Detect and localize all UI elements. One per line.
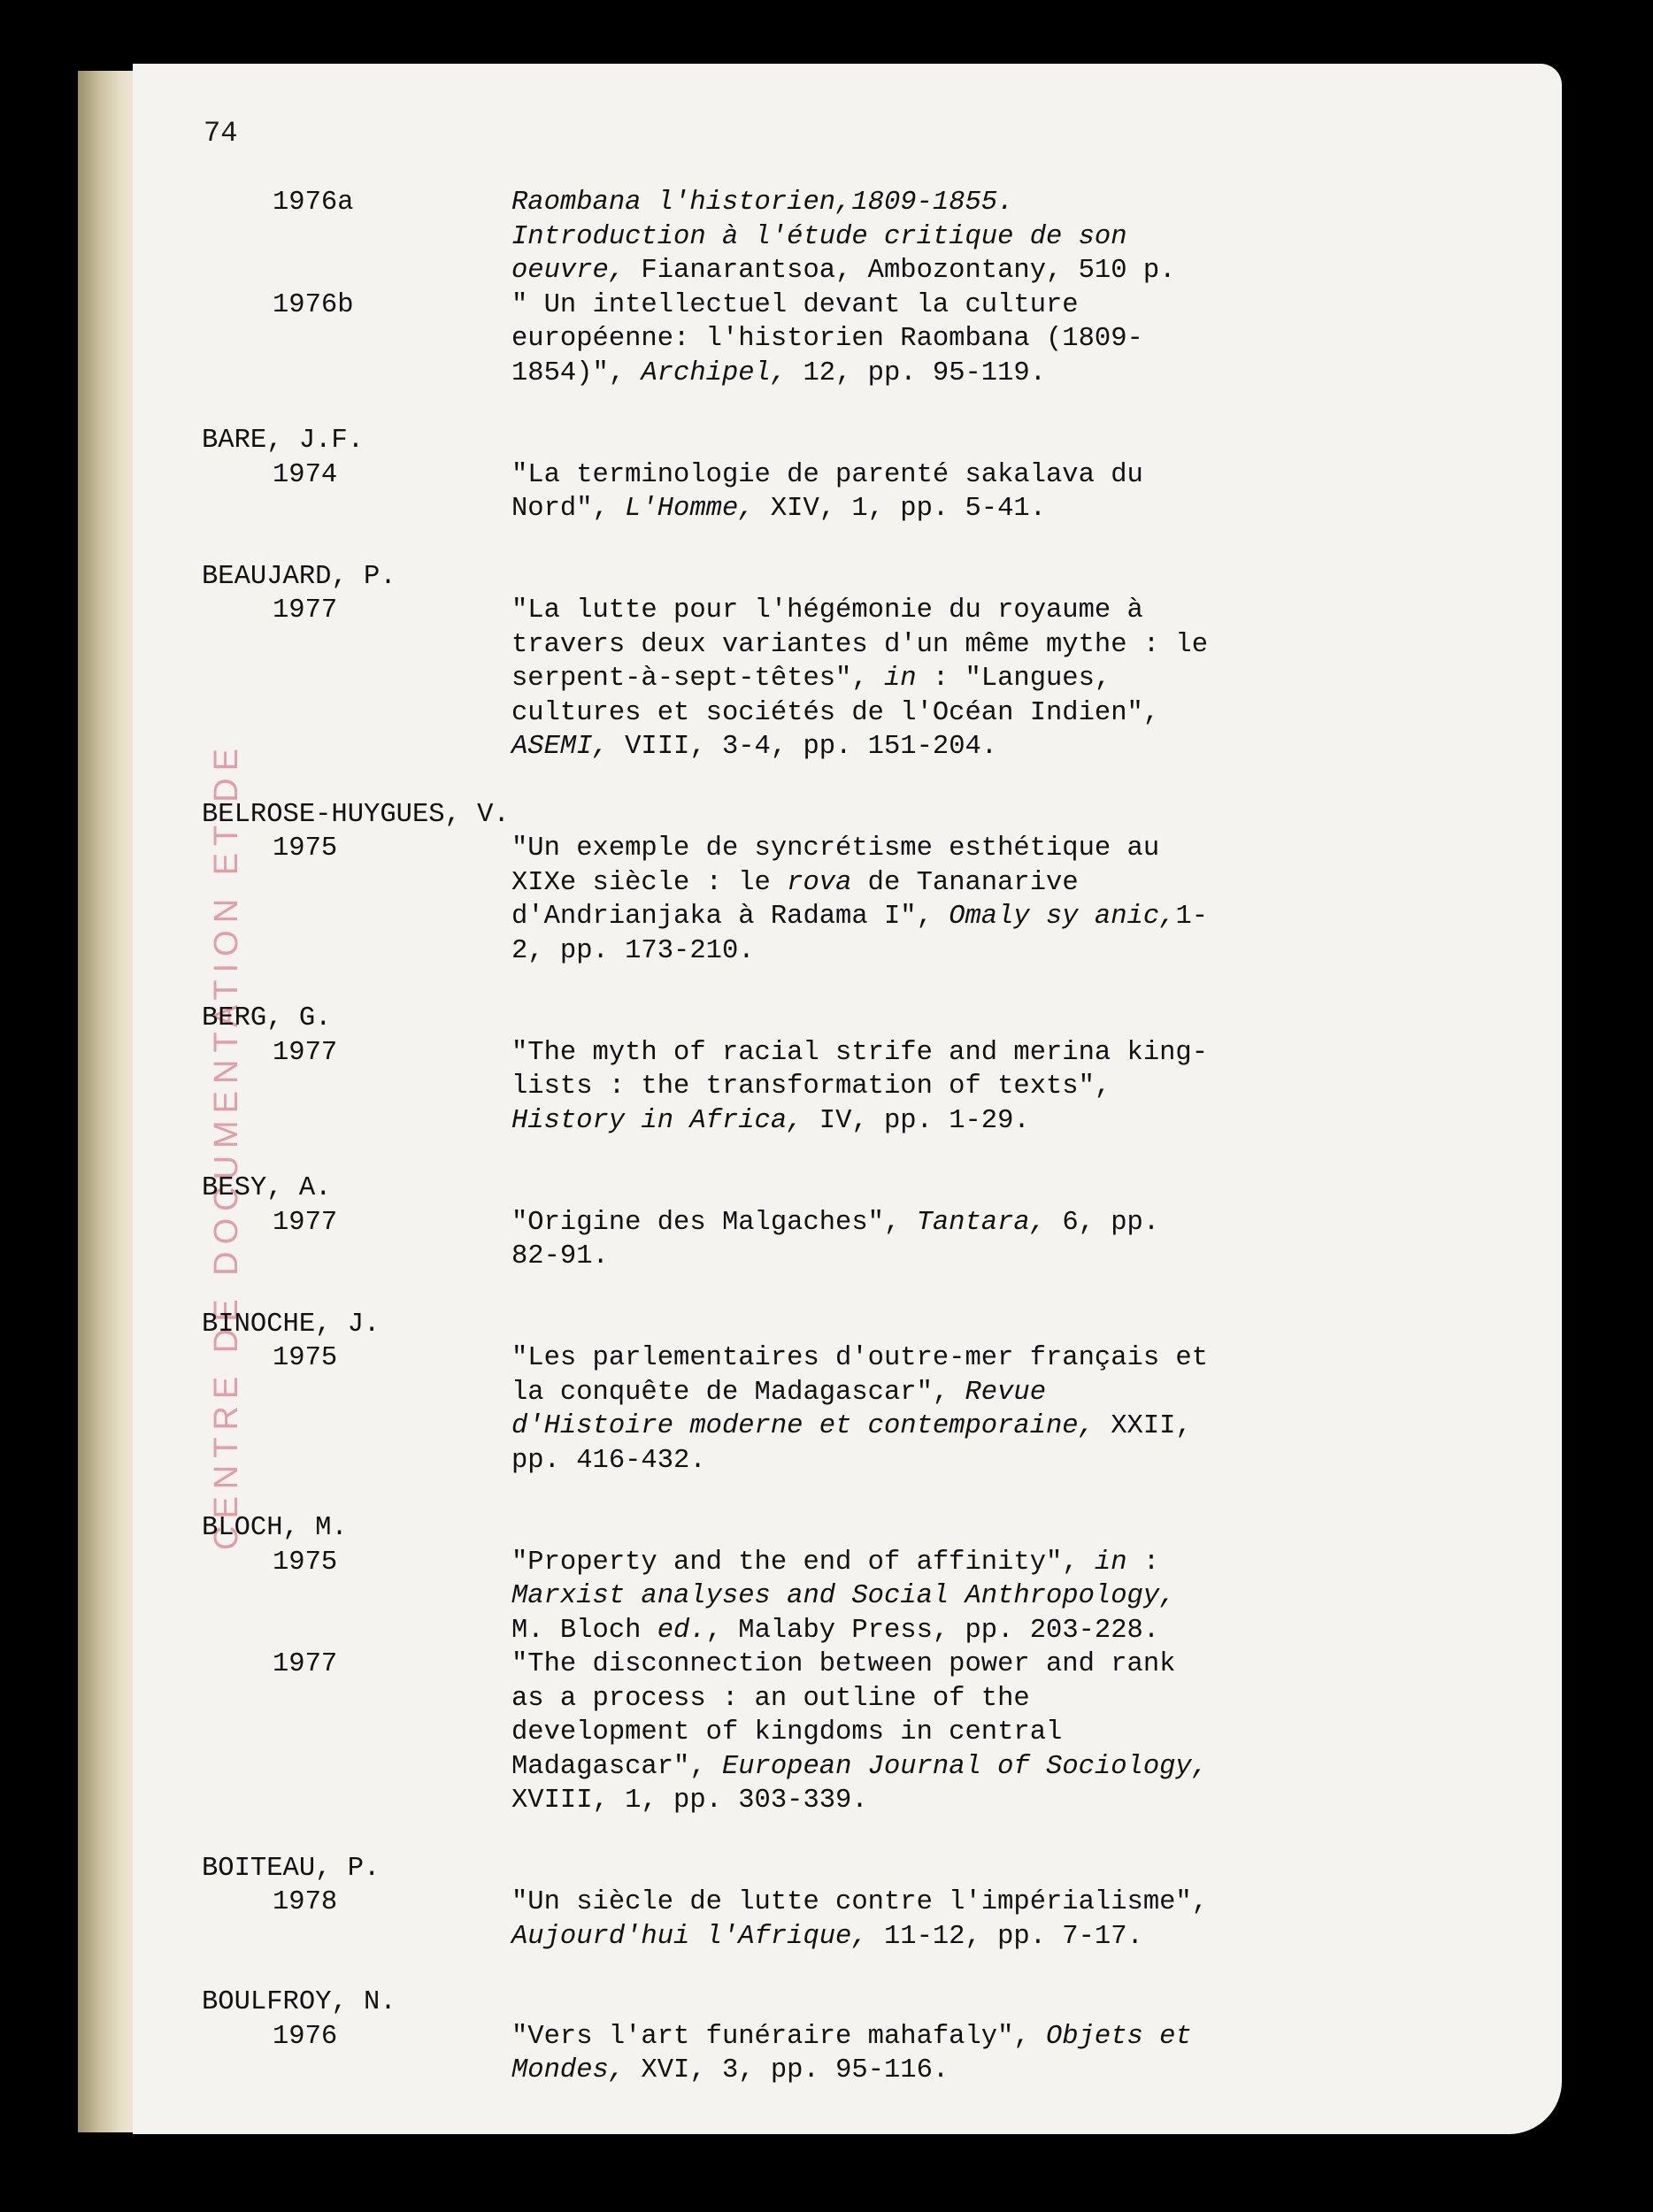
library-stamp: CENTRE DE DOCUMENTATION ET DE [208, 741, 245, 1550]
entry-year: 1975 [273, 833, 338, 864]
entry-author: BEAUJARD, P. [202, 561, 396, 592]
entry-author: BOITEAU, P. [202, 1853, 381, 1884]
entry-citation: "La terminologie de parenté sakalava du Nord", L'Homme, XIV, 1, pp. 5-41. [511, 459, 1143, 524]
entry-author: BARE, J.F. [202, 426, 365, 456]
bibliography-entry [202, 1341, 1441, 1478]
bibliography-entry [202, 832, 1441, 968]
entry-author: BOULFROY, N. [202, 1987, 396, 2017]
entry-year: 1976 [273, 2021, 338, 2052]
entry-author: BESY, A. [202, 1173, 332, 1203]
entry-year: 1976a [273, 188, 354, 218]
entry-citation: "Property and the end of affinity", in : Marxist analyses and Social Anthropology, M. Bloch ed., Malaby Press, pp. 203-228. [511, 1547, 1176, 1646]
entry-author: BLOCH, M. [202, 1513, 348, 1543]
entry-citation: "The myth of racial strife and merina king-lists : the transformation of texts", History in Africa, IV, pp. 1-29. [511, 1037, 1209, 1136]
bibliography-entry [202, 288, 1441, 391]
entry-citation: " Un intellectuel devant la culture européenne: l'historien Raombana (1809-1854)", Archipel, 12, pp. 95-119. [511, 289, 1143, 388]
bibliography-entry [202, 1206, 1441, 1274]
bibliography-list [202, 186, 1441, 2088]
entry-citation: "Un siècle de lutte contre l'impérialisme", Aujourd'hui l'Afrique, 11-12, pp. 7-17. [511, 1887, 1209, 1952]
entry-citation: "Vers l'art funéraire mahafaly", Objets et Mondes, XVI, 3, pp. 95-116. [511, 2021, 1192, 2085]
page-number: 74 [204, 117, 238, 150]
entry-citation: "Les parlementaires d'outre-mer français et la conquête de Madagascar", Revue d'Histoire moderne et contemporaine, XXII, pp. 416-432. [511, 1343, 1209, 1476]
entry-author: BERG, G. [202, 1003, 332, 1033]
entry-year: 1977 [273, 1649, 338, 1679]
bibliography-entry [202, 2020, 1441, 2088]
bibliography-entry [202, 1036, 1441, 1139]
bibliography-entry [202, 1546, 1441, 1648]
entry-year: 1977 [273, 1037, 338, 1068]
entry-year: 1977 [273, 595, 338, 626]
bibliography-entry [202, 1647, 1441, 1818]
bibliography-entry [202, 186, 1441, 288]
entry-year: 1974 [273, 459, 338, 490]
bibliography-entry [202, 1886, 1441, 1954]
entry-citation: "Origine des Malgaches", Tantara, 6, pp. 82-91. [511, 1207, 1160, 1271]
entry-year: 1977 [273, 1207, 338, 1238]
entry-year: 1978 [273, 1887, 338, 1917]
entry-year: 1976b [273, 289, 354, 320]
bibliography-entry [202, 594, 1441, 764]
entry-year: 1975 [273, 1547, 338, 1578]
entry-citation: "Un exemple de syncrétisme esthétique au XIXe siècle : le rova de Tananarive d'Andrianjaka à Radama I", Omaly sy anic,1-2, pp. 173-210. [511, 833, 1209, 966]
entry-author: BELROSE-HUYGUES, V. [202, 799, 510, 830]
bibliography-entry [202, 458, 1441, 526]
entry-year: 1975 [273, 1343, 338, 1373]
entry-author: BINOCHE, J. [202, 1309, 381, 1340]
entry-citation: "La lutte pour l'hégémonie du royaume à travers deux variantes d'un même mythe : le serpent-à-sept-têtes", in : "Langues, cultures et sociétés de l'Océan Indien", ASEMI, VIII, 3-4, pp. 151-204. [511, 595, 1209, 762]
entry-citation: "The disconnection between power and rank as a process : an outline of the development of kingdoms in central Madagascar", European Journal of Sociology, XVIII, 1, pp. 303-339. [511, 1649, 1209, 1816]
entry-citation: Raombana l'historien,1809-1855. Introduction à l'étude critique de son oeuvre, Fianarantsoa, Ambozontany, 510 p. [511, 188, 1176, 286]
